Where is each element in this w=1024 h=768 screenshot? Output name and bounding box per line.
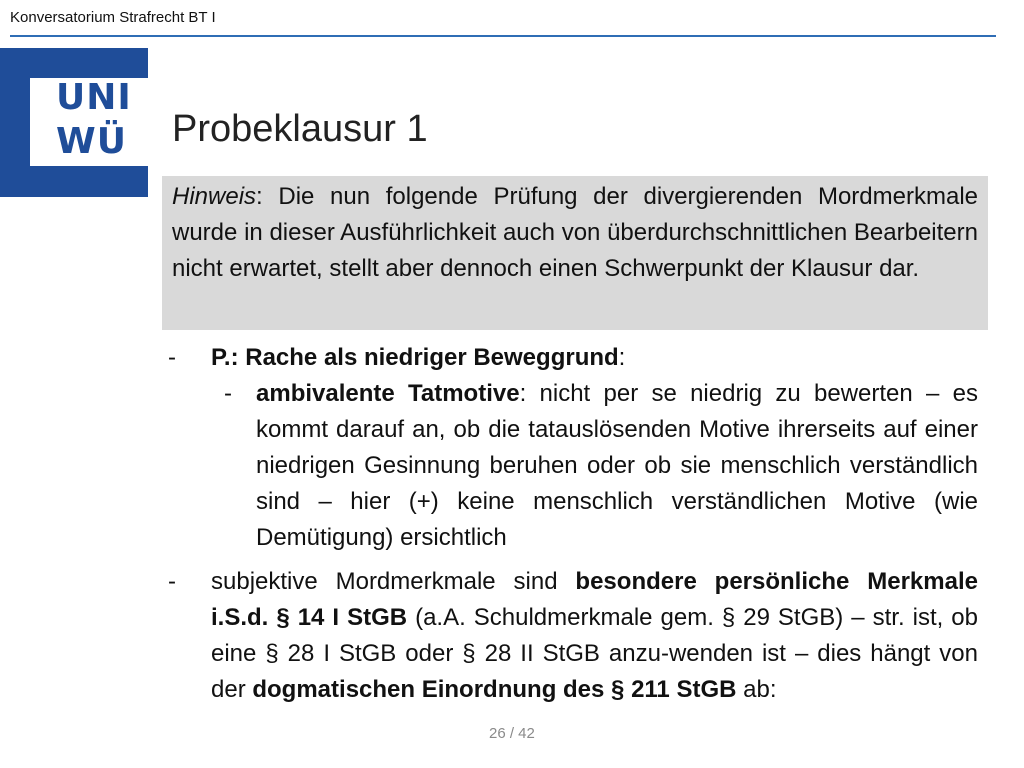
sub-bullet-body: : nicht per se niedrig zu bewerten – es kommt darauf an, ob die tatauslösenden Motive ihrerseits auf einer niedrigen Gesinnung beruhen oder ob sie menschlich verständlich sind – hier (+) keine menschlich verständlichen Motive (wie Demütigung) ersichtlich <box>256 380 979 551</box>
bullet-bold-2: dogmatischen Einordnung des § 211 StGB <box>252 676 737 703</box>
hint-label: Hinweis <box>172 183 257 210</box>
logo-text-line1: UNI <box>56 77 132 118</box>
bullet-rache-heading: P.: Rache als niedriger Beweggrund <box>211 344 619 371</box>
bullet-mordmerkmale <box>211 564 978 708</box>
bullet-text-1: subjektive Mordmerkmale sind <box>211 568 576 595</box>
header-divider <box>10 35 996 37</box>
sub-bullet-tatmotive <box>256 376 978 556</box>
hint-body: : Die nun folgende Prüfung der divergierenden Mordmerkmale wurde in dieser Ausführlichkeit auch von überdurchschnittlichen Bearbeitern nicht erwartet, stellt aber dennoch einen Schwerpunkt der Klausur dar. <box>172 183 978 282</box>
sub-bullet-marker: - <box>224 380 232 407</box>
page-number: 26 / 42 <box>489 725 535 742</box>
bullet-marker: - <box>168 344 176 371</box>
bullet-rache-colon: : <box>618 344 626 371</box>
sub-bullet-heading: ambivalente Tatmotive <box>256 380 520 407</box>
slide-title: Probeklausur 1 <box>172 108 428 150</box>
hint-text <box>172 179 978 287</box>
bullet-text-2: (a.A. Schuldmerkmale gem. § 29 StGB) – str. ist, ob eine § 28 I StGB oder § 28 II StGB anzu-wenden ist – dies hängt von der <box>211 604 978 703</box>
bullet-marker-2: - <box>168 568 176 595</box>
logo-text-line2: WÜ <box>56 121 127 162</box>
bullet-bold-1: besondere persönliche Merkmale i.S.d. § 14 I StGB <box>211 568 978 631</box>
bullet-text-3: ab: <box>736 676 777 703</box>
presentation-title: Konversatorium Strafrecht BT I <box>10 9 216 26</box>
bullet-rache <box>211 340 978 376</box>
hint-box <box>162 176 988 330</box>
